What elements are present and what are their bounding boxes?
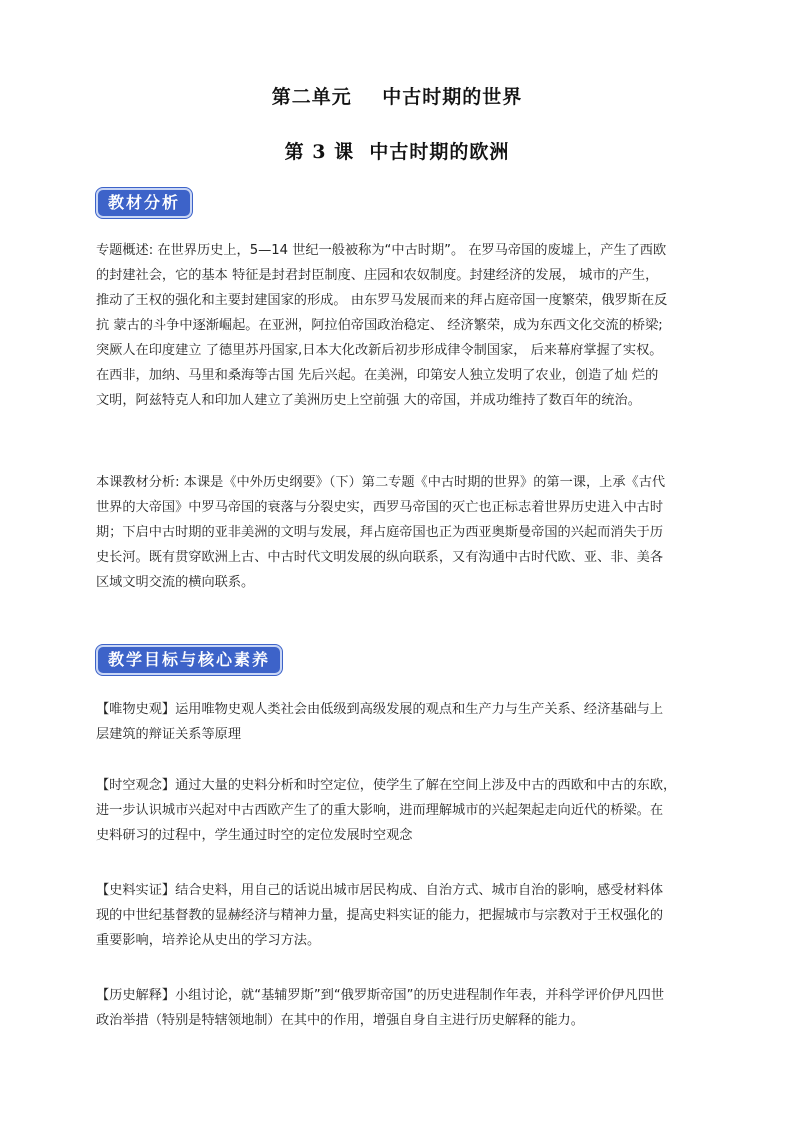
- overview-line: 推动了王权的强化和主要封建国家的形成。 由东罗马发展而来的拜占庭帝国一度繁荣，俄罗斯在反: [96, 293, 668, 308]
- goal-line: 【历史解释】小组讨论，就“基辅罗斯”到“俄罗斯帝国”的历史进程制作年表，并科学评价伊凡四世: [96, 988, 665, 1003]
- overview-line: 的封建社会，它的基本 特征是封君封臣制度、庄园和农奴制度。封建经济的发展， 城市的产生，: [96, 268, 659, 283]
- overview-paragraph: [96, 238, 708, 413]
- analysis-line: 期；下启中古时期的亚非美洲的文明与发展，拜占庭帝国也正为西亚奥斯曼帝国的兴起而消失于历: [96, 525, 664, 540]
- goal-line: 政治举措（特别是特辖领地制）在其中的作用，增强自身自主进行历史解释的能力。: [96, 1013, 584, 1028]
- analysis-line: 史长河。既有贯穿欧洲上古、中古时代文明发展的纵向联系，又有沟通中古时代欧、亚、非、美各: [96, 550, 664, 565]
- goal-interpretation: [96, 983, 708, 1033]
- goal-line: 现的中世纪基督教的显赫经济与精神力量，提高史料实证的能力，把握城市与宗教对于王权强化的: [96, 908, 664, 923]
- goal-line: 【史料实证】结合史料，用自己的话说出城市居民构成、自治方式、城市自治的影响，感受材料体: [96, 883, 664, 898]
- goal-materialism: [96, 697, 708, 747]
- overview-line: 突厥人在印度建立 了德里苏丹国家,日本大化改新后初步形成律令制国家， 后来幕府掌握了实权。: [96, 343, 663, 358]
- goal-line: 进一步认识城市兴起对中古西欧产生了的重大影响，进而理解城市的兴起架起走向近代的桥梁。在: [96, 803, 664, 818]
- goal-line: 史料研习的过程中，学生通过时空的定位发展时空观念: [96, 828, 413, 843]
- section-badge-goals: 教学目标与核心素养: [96, 645, 282, 675]
- unit-title: 第二单元 中古时期的世界: [271, 86, 523, 108]
- goal-line: 【时空观念】通过大量的史料分析和时空定位，使学生了解在空间上涉及中古的西欧和中古的东欧，: [96, 778, 677, 793]
- overview-line: 在西非，加纳、马里和桑海等古国 先后兴起。在美洲，印第安人独立发明了农业，创造了灿 烂的: [96, 368, 659, 383]
- goal-line: 重要影响，培养论从史出的学习方法。: [96, 933, 321, 948]
- goal-line: 【唯物史观】运用唯物史观人类社会由低级到高级发展的观点和生产力与生产关系、经济基础与上: [96, 702, 664, 717]
- goal-evidence: [96, 878, 708, 953]
- section-badge-analysis: 教材分析: [96, 188, 192, 218]
- overview-line: 抗 蒙古的斗争中逐渐崛起。在亚洲，阿拉伯帝国政治稳定、 经济繁荣，成为东西文化交流的桥梁;: [96, 318, 663, 333]
- overview-line: 专题概述: 在世界历史上，5—14 世纪一般被称为“中古时期”。 在罗马帝国的废墟上，产生了西欧: [96, 243, 667, 258]
- analysis-line: 区域文明交流的横向联系。: [96, 575, 255, 590]
- goal-spacetime: [96, 773, 708, 848]
- goal-line: 层建筑的辩证关系等原理: [96, 727, 242, 742]
- lesson-title: 第 3 课 中古时期的欧洲: [284, 141, 510, 163]
- analysis-line: 世界的大帝国》中罗马帝国的衰落与分裂史实，西罗马帝国的灭亡也正标志着世界历史进入中古时: [96, 500, 664, 515]
- overview-line: 文明，阿兹特克人和印加人建立了美洲历史上空前强 大的帝国，并成功维持了数百年的统治。: [96, 393, 641, 408]
- analysis-line: 本课教材分析: 本课是《中外历史纲要》（下）第二专题《中古时期的世界》的第一课，上承《古代: [96, 475, 666, 490]
- textbook-analysis-paragraph: [96, 470, 708, 595]
